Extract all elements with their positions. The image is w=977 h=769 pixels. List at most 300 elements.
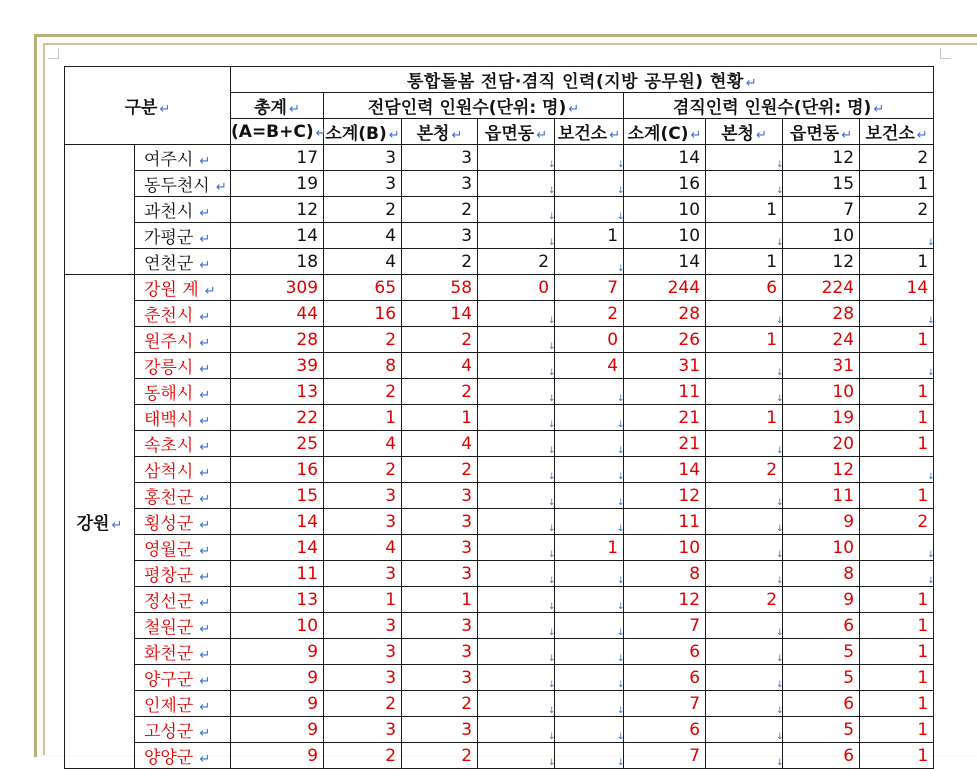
paragraph-mark-icon bbox=[617, 501, 621, 505]
value-cell bbox=[478, 197, 555, 223]
value-cell: 309 bbox=[231, 275, 324, 301]
paragraph-mark-icon bbox=[617, 163, 621, 167]
value-cell: 6 bbox=[783, 691, 860, 717]
value-cell: 14 bbox=[624, 145, 706, 171]
value-cell: 65 bbox=[324, 275, 402, 301]
municipality-name: 춘천시 ↵ bbox=[135, 301, 231, 327]
value-cell bbox=[555, 249, 624, 275]
value-cell: 17 bbox=[231, 145, 324, 171]
value-cell: 1 bbox=[860, 665, 934, 691]
value-cell: 244 bbox=[624, 275, 706, 301]
value-cell: 31 bbox=[783, 353, 860, 379]
paragraph-mark-icon bbox=[617, 683, 621, 687]
paragraph-mark-icon bbox=[617, 527, 621, 531]
value-cell: 6 bbox=[624, 639, 706, 665]
municipality-name: 삼척시 ↵ bbox=[135, 457, 231, 483]
value-cell bbox=[706, 483, 783, 509]
value-cell bbox=[555, 457, 624, 483]
paragraph-mark-icon bbox=[548, 397, 552, 401]
municipality-name: 가평군 ↵ bbox=[135, 223, 231, 249]
value-cell bbox=[555, 405, 624, 431]
value-cell: 10 bbox=[231, 613, 324, 639]
value-cell: 4 bbox=[402, 431, 478, 457]
concurrent-col-header: 본청 ↵ bbox=[706, 119, 783, 145]
table-row bbox=[65, 613, 934, 639]
value-cell: 44 bbox=[231, 301, 324, 327]
value-cell: 3 bbox=[324, 717, 402, 743]
value-cell: 3 bbox=[324, 639, 402, 665]
value-cell bbox=[478, 379, 555, 405]
municipality-name: 횡성군 ↵ bbox=[135, 509, 231, 535]
value-cell bbox=[555, 743, 624, 769]
paragraph-mark-icon bbox=[548, 423, 552, 427]
value-cell bbox=[555, 171, 624, 197]
paragraph-mark-icon bbox=[548, 735, 552, 739]
paragraph-mark-icon bbox=[617, 735, 621, 739]
value-cell: 26 bbox=[624, 327, 706, 353]
value-cell bbox=[478, 717, 555, 743]
value-cell: 58 bbox=[402, 275, 478, 301]
paragraph-mark-icon bbox=[548, 163, 552, 167]
value-cell bbox=[555, 587, 624, 613]
value-cell: 10 bbox=[783, 379, 860, 405]
table-row bbox=[65, 639, 934, 665]
value-cell: 2 bbox=[402, 197, 478, 223]
value-cell: 31 bbox=[624, 353, 706, 379]
table-row bbox=[65, 171, 934, 197]
value-cell: 4 bbox=[324, 431, 402, 457]
concurrent-col-header: 보건소 ↵ bbox=[860, 119, 934, 145]
value-cell bbox=[706, 431, 783, 457]
value-cell: 1 bbox=[860, 379, 934, 405]
value-cell: 1 bbox=[706, 197, 783, 223]
value-cell: 3 bbox=[402, 223, 478, 249]
municipality-name: 양구군 ↵ bbox=[135, 665, 231, 691]
paragraph-mark-icon bbox=[548, 709, 552, 713]
paragraph-mark-icon bbox=[776, 189, 780, 193]
value-cell: 1 bbox=[706, 405, 783, 431]
municipality-name: 강원 계 ↵ bbox=[135, 275, 231, 301]
value-cell: 11 bbox=[231, 561, 324, 587]
paragraph-mark-icon bbox=[776, 553, 780, 557]
table-row bbox=[65, 717, 934, 743]
value-cell: 0 bbox=[555, 327, 624, 353]
value-cell: 1 bbox=[706, 327, 783, 353]
paragraph-mark-icon bbox=[617, 631, 621, 635]
value-cell: 28 bbox=[624, 301, 706, 327]
municipality-name: 영월군 ↵ bbox=[135, 535, 231, 561]
value-cell: 3 bbox=[324, 561, 402, 587]
value-cell bbox=[706, 665, 783, 691]
value-cell: 2 bbox=[402, 457, 478, 483]
paragraph-mark-icon bbox=[617, 475, 621, 479]
value-cell: 7 bbox=[783, 197, 860, 223]
value-cell bbox=[478, 431, 555, 457]
value-cell bbox=[478, 301, 555, 327]
dedicated-group-header: 전담인력 인원수(단위: 명) ↵ bbox=[324, 93, 624, 119]
value-cell bbox=[478, 691, 555, 717]
value-cell: 3 bbox=[324, 483, 402, 509]
table-row bbox=[65, 561, 934, 587]
value-cell: 4 bbox=[402, 353, 478, 379]
paragraph-mark-icon bbox=[548, 215, 552, 219]
paragraph-mark-icon bbox=[617, 657, 621, 661]
value-cell: 18 bbox=[231, 249, 324, 275]
value-cell bbox=[706, 717, 783, 743]
municipality-name: 동해시 ↵ bbox=[135, 379, 231, 405]
value-cell: 8 bbox=[324, 353, 402, 379]
value-cell: 3 bbox=[402, 171, 478, 197]
value-cell: 2 bbox=[860, 145, 934, 171]
value-cell: 10 bbox=[624, 535, 706, 561]
value-cell: 16 bbox=[324, 301, 402, 327]
value-cell: 3 bbox=[324, 613, 402, 639]
value-cell: 12 bbox=[624, 483, 706, 509]
value-cell: 2 bbox=[324, 691, 402, 717]
paragraph-mark-icon bbox=[927, 553, 931, 557]
value-cell: 1 bbox=[402, 587, 478, 613]
value-cell: 3 bbox=[324, 509, 402, 535]
municipality-name: 고성군 ↵ bbox=[135, 717, 231, 743]
value-cell: 8 bbox=[624, 561, 706, 587]
paragraph-mark-icon bbox=[927, 319, 931, 323]
paragraph-mark-icon bbox=[548, 449, 552, 453]
value-cell: 3 bbox=[402, 535, 478, 561]
value-cell bbox=[555, 431, 624, 457]
table-row bbox=[65, 535, 934, 561]
paragraph-mark-icon bbox=[548, 579, 552, 583]
paragraph-mark-icon bbox=[548, 475, 552, 479]
value-cell: 39 bbox=[231, 353, 324, 379]
value-cell: 21 bbox=[624, 431, 706, 457]
value-cell: 7 bbox=[624, 613, 706, 639]
paragraph-mark-icon bbox=[548, 657, 552, 661]
value-cell bbox=[478, 405, 555, 431]
paragraph-mark-icon bbox=[548, 631, 552, 635]
value-cell: 12 bbox=[231, 197, 324, 223]
value-cell bbox=[478, 145, 555, 171]
value-cell: 12 bbox=[783, 145, 860, 171]
value-cell bbox=[478, 665, 555, 691]
value-cell bbox=[706, 613, 783, 639]
value-cell bbox=[478, 639, 555, 665]
value-cell: 10 bbox=[624, 197, 706, 223]
value-cell bbox=[478, 509, 555, 535]
paragraph-mark-icon bbox=[927, 241, 931, 245]
table-row bbox=[65, 379, 934, 405]
value-cell bbox=[860, 535, 934, 561]
value-cell: 2 bbox=[706, 457, 783, 483]
value-cell bbox=[860, 223, 934, 249]
paragraph-mark-icon bbox=[776, 501, 780, 505]
value-cell: 2 bbox=[402, 379, 478, 405]
value-cell: 1 bbox=[860, 587, 934, 613]
value-cell: 15 bbox=[783, 171, 860, 197]
value-cell bbox=[478, 743, 555, 769]
value-cell: 28 bbox=[783, 301, 860, 327]
municipality-name: 강릉시 ↵ bbox=[135, 353, 231, 379]
municipality-name: 평창군 ↵ bbox=[135, 561, 231, 587]
value-cell: 2 bbox=[402, 249, 478, 275]
value-cell bbox=[555, 509, 624, 535]
value-cell: 1 bbox=[555, 535, 624, 561]
value-cell: 11 bbox=[624, 379, 706, 405]
paragraph-mark-icon bbox=[927, 371, 931, 375]
value-cell: 12 bbox=[624, 587, 706, 613]
value-cell: 1 bbox=[860, 483, 934, 509]
paragraph-mark-icon bbox=[776, 709, 780, 713]
value-cell: 2 bbox=[402, 691, 478, 717]
municipality-name: 과천시 ↵ bbox=[135, 197, 231, 223]
value-cell: 11 bbox=[783, 483, 860, 509]
value-cell: 10 bbox=[783, 535, 860, 561]
dedicated-col-header: 소계(B) ↵ bbox=[324, 119, 402, 145]
value-cell: 2 bbox=[478, 249, 555, 275]
value-cell: 2 bbox=[860, 197, 934, 223]
table-row bbox=[65, 145, 934, 171]
value-cell bbox=[706, 301, 783, 327]
region-label: 강원 ↵ bbox=[65, 275, 135, 769]
value-cell: 4 bbox=[555, 353, 624, 379]
paragraph-mark-icon bbox=[927, 475, 931, 479]
value-cell: 13 bbox=[231, 587, 324, 613]
value-cell: 5 bbox=[783, 665, 860, 691]
paragraph-mark-icon bbox=[548, 683, 552, 687]
value-cell: 2 bbox=[324, 457, 402, 483]
concurrent-group-header: 겸직인력 인원수(단위: 명) ↵ bbox=[624, 93, 934, 119]
value-cell: 5 bbox=[783, 639, 860, 665]
value-cell: 3 bbox=[402, 561, 478, 587]
value-cell: 3 bbox=[324, 665, 402, 691]
value-cell bbox=[478, 535, 555, 561]
value-cell bbox=[478, 613, 555, 639]
value-cell bbox=[706, 691, 783, 717]
value-cell bbox=[860, 457, 934, 483]
paragraph-mark-icon bbox=[617, 215, 621, 219]
paragraph-mark-icon bbox=[927, 579, 931, 583]
crop-mark-top-left bbox=[48, 48, 59, 59]
value-cell bbox=[555, 145, 624, 171]
table-row bbox=[65, 405, 934, 431]
value-cell bbox=[706, 223, 783, 249]
value-cell: 7 bbox=[624, 743, 706, 769]
dedicated-col-header: 본청 ↵ bbox=[402, 119, 478, 145]
value-cell: 1 bbox=[860, 249, 934, 275]
municipality-name: 철원군 ↵ bbox=[135, 613, 231, 639]
value-cell: 3 bbox=[402, 613, 478, 639]
value-cell: 1 bbox=[860, 743, 934, 769]
staffing-table bbox=[64, 66, 934, 769]
concurrent-col-header: 소계(C) ↵ bbox=[624, 119, 706, 145]
dedicated-col-header: 보건소 ↵ bbox=[555, 119, 624, 145]
value-cell: 6 bbox=[783, 743, 860, 769]
value-cell bbox=[706, 639, 783, 665]
paragraph-mark-icon bbox=[548, 605, 552, 609]
value-cell: 2 bbox=[324, 743, 402, 769]
value-cell: 13 bbox=[231, 379, 324, 405]
value-cell: 14 bbox=[624, 457, 706, 483]
value-cell: 1 bbox=[860, 405, 934, 431]
value-cell bbox=[555, 691, 624, 717]
value-cell: 14 bbox=[231, 535, 324, 561]
paragraph-mark-icon bbox=[548, 553, 552, 557]
municipality-name: 홍천군 ↵ bbox=[135, 483, 231, 509]
value-cell bbox=[478, 561, 555, 587]
paragraph-mark-icon bbox=[776, 241, 780, 245]
paragraph-mark-icon bbox=[617, 709, 621, 713]
value-cell: 9 bbox=[231, 639, 324, 665]
value-cell: 1 bbox=[860, 327, 934, 353]
value-cell: 25 bbox=[231, 431, 324, 457]
value-cell: 16 bbox=[231, 457, 324, 483]
total-formula-header: (A=B+C) ↵ bbox=[231, 119, 324, 145]
value-cell bbox=[555, 639, 624, 665]
value-cell: 1 bbox=[324, 405, 402, 431]
paragraph-mark-icon bbox=[776, 657, 780, 661]
table-row bbox=[65, 509, 934, 535]
region-cell-empty bbox=[65, 145, 135, 275]
paragraph-mark-icon bbox=[548, 501, 552, 505]
value-cell bbox=[555, 379, 624, 405]
value-cell: 224 bbox=[783, 275, 860, 301]
table-row bbox=[65, 587, 934, 613]
value-cell: 2 bbox=[324, 379, 402, 405]
value-cell bbox=[478, 327, 555, 353]
value-cell: 20 bbox=[783, 431, 860, 457]
total-header: 총계 ↵ bbox=[231, 93, 324, 119]
table-row bbox=[65, 249, 934, 275]
paragraph-mark-icon bbox=[776, 397, 780, 401]
value-cell: 1 bbox=[706, 249, 783, 275]
paragraph-mark-icon bbox=[617, 423, 621, 427]
value-cell bbox=[706, 353, 783, 379]
table-row bbox=[65, 301, 934, 327]
value-cell bbox=[860, 561, 934, 587]
paragraph-mark-icon bbox=[776, 735, 780, 739]
value-cell bbox=[478, 587, 555, 613]
paragraph-mark-icon bbox=[548, 761, 552, 765]
table-row bbox=[65, 483, 934, 509]
paragraph-mark-icon bbox=[776, 527, 780, 531]
municipality-name: 인제군 ↵ bbox=[135, 691, 231, 717]
value-cell bbox=[706, 509, 783, 535]
value-cell bbox=[555, 717, 624, 743]
value-cell bbox=[706, 743, 783, 769]
paragraph-mark-icon bbox=[548, 189, 552, 193]
value-cell bbox=[555, 483, 624, 509]
municipality-name: 화천군 ↵ bbox=[135, 639, 231, 665]
value-cell: 15 bbox=[231, 483, 324, 509]
value-cell: 3 bbox=[324, 171, 402, 197]
value-cell: 6 bbox=[783, 613, 860, 639]
paragraph-mark-icon bbox=[617, 189, 621, 193]
value-cell bbox=[478, 223, 555, 249]
concurrent-col-header: 읍면동 ↵ bbox=[783, 119, 860, 145]
value-cell bbox=[706, 535, 783, 561]
value-cell: 10 bbox=[624, 223, 706, 249]
value-cell: 14 bbox=[860, 275, 934, 301]
value-cell bbox=[860, 301, 934, 327]
municipality-name: 연천군 ↵ bbox=[135, 249, 231, 275]
municipality-name: 원주시 ↵ bbox=[135, 327, 231, 353]
value-cell: 3 bbox=[402, 145, 478, 171]
value-cell bbox=[478, 483, 555, 509]
table-title: 통합돌봄 전담·겸직 인력(지방 공무원) 현황 ↵ bbox=[231, 67, 934, 93]
value-cell: 6 bbox=[624, 717, 706, 743]
value-cell bbox=[706, 171, 783, 197]
value-cell: 10 bbox=[783, 223, 860, 249]
paragraph-mark-icon bbox=[776, 163, 780, 167]
paragraph-mark-icon bbox=[617, 267, 621, 271]
table-row bbox=[65, 197, 934, 223]
value-cell: 1 bbox=[555, 223, 624, 249]
paragraph-mark-icon bbox=[617, 397, 621, 401]
value-cell bbox=[706, 561, 783, 587]
value-cell bbox=[706, 379, 783, 405]
value-cell: 2 bbox=[324, 327, 402, 353]
value-cell: 2 bbox=[324, 197, 402, 223]
value-cell: 1 bbox=[402, 405, 478, 431]
value-cell: 3 bbox=[402, 717, 478, 743]
value-cell: 4 bbox=[324, 535, 402, 561]
paragraph-mark-icon bbox=[617, 449, 621, 453]
value-cell: 16 bbox=[624, 171, 706, 197]
table-row bbox=[65, 457, 934, 483]
value-cell bbox=[478, 457, 555, 483]
value-cell: 9 bbox=[231, 691, 324, 717]
value-cell: 3 bbox=[402, 665, 478, 691]
value-cell: 9 bbox=[231, 665, 324, 691]
value-cell bbox=[555, 561, 624, 587]
value-cell: 2 bbox=[402, 327, 478, 353]
value-cell: 9 bbox=[783, 587, 860, 613]
value-cell: 19 bbox=[231, 171, 324, 197]
value-cell: 14 bbox=[231, 509, 324, 535]
value-cell: 1 bbox=[324, 587, 402, 613]
table-row bbox=[65, 743, 934, 769]
paragraph-mark-icon bbox=[548, 371, 552, 375]
paragraph-mark-icon bbox=[617, 605, 621, 609]
value-cell: 6 bbox=[624, 665, 706, 691]
dedicated-col-header: 읍면동 ↵ bbox=[478, 119, 555, 145]
value-cell: 4 bbox=[324, 223, 402, 249]
value-cell: 3 bbox=[402, 483, 478, 509]
table-row bbox=[65, 223, 934, 249]
paragraph-mark-icon bbox=[776, 579, 780, 583]
table-row bbox=[65, 691, 934, 717]
municipality-name: 정선군 ↵ bbox=[135, 587, 231, 613]
value-cell: 22 bbox=[231, 405, 324, 431]
paragraph-mark-icon bbox=[548, 241, 552, 245]
value-cell: 5 bbox=[783, 717, 860, 743]
value-cell: 2 bbox=[402, 743, 478, 769]
value-cell: 1 bbox=[860, 431, 934, 457]
value-cell: 6 bbox=[706, 275, 783, 301]
value-cell: 1 bbox=[860, 613, 934, 639]
value-cell: 9 bbox=[231, 743, 324, 769]
paragraph-mark-icon bbox=[776, 319, 780, 323]
value-cell: 2 bbox=[860, 509, 934, 535]
value-cell: 7 bbox=[555, 275, 624, 301]
value-cell: 1 bbox=[860, 639, 934, 665]
value-cell bbox=[706, 145, 783, 171]
value-cell: 19 bbox=[783, 405, 860, 431]
value-cell: 11 bbox=[624, 509, 706, 535]
value-cell: 12 bbox=[783, 457, 860, 483]
value-cell bbox=[478, 171, 555, 197]
municipality-name: 양양군 ↵ bbox=[135, 743, 231, 769]
division-header: 구분 ↵ bbox=[65, 67, 231, 145]
